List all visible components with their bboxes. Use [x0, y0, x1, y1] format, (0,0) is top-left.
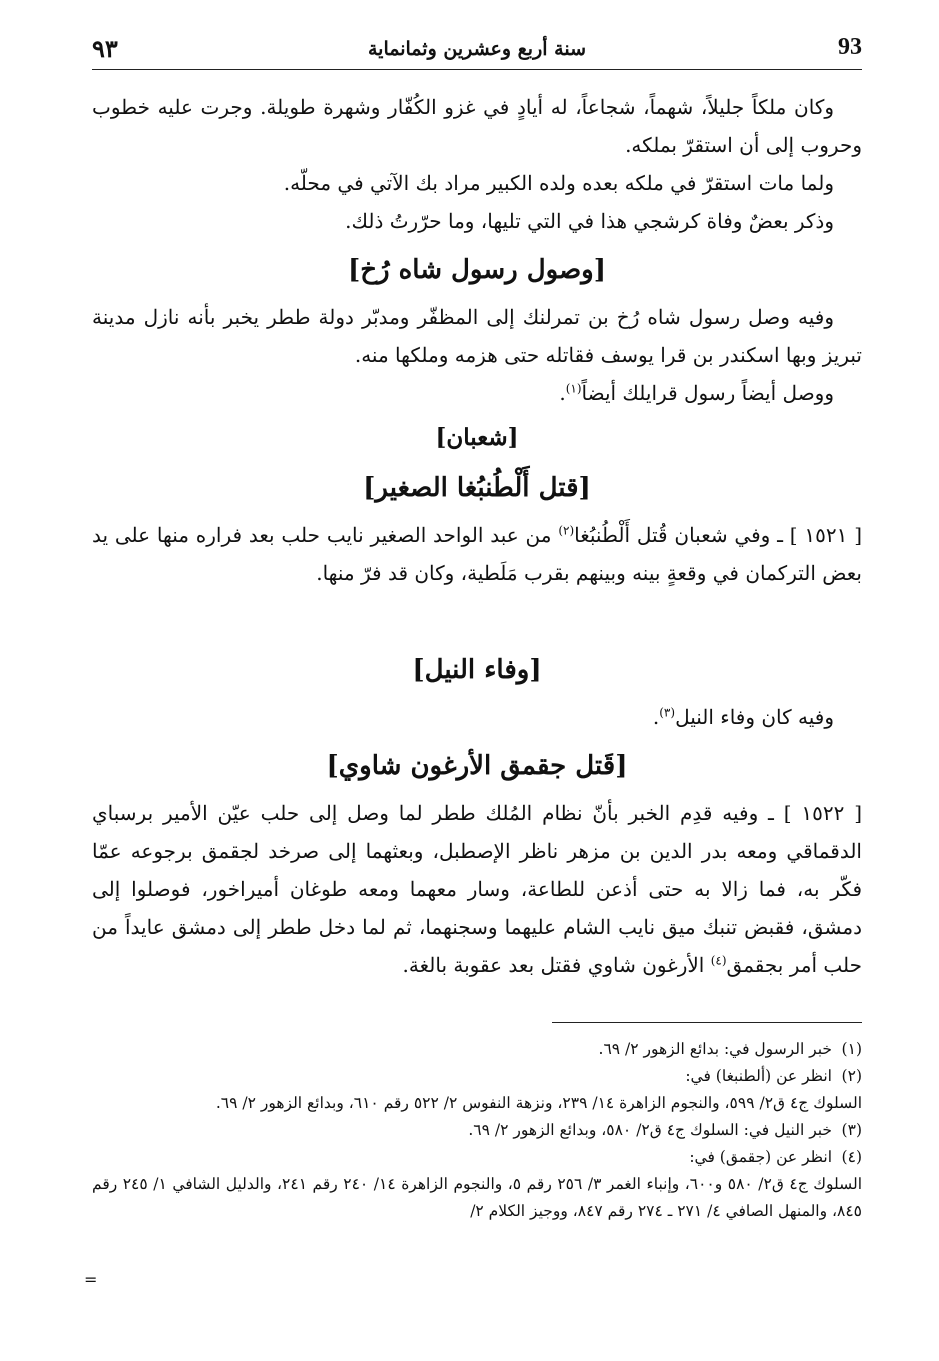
footnote-ref: (٤): [710, 953, 727, 968]
footnote-number: (٤): [841, 1148, 862, 1166]
paragraph: وفيه وصل رسول شاه رُخ بن تمرلنك إلى المظفّر ومدبّر دولة ططر يخبر بأنه نازل مدينة تبريز وبها اسكندر بن قرا يوسف فقاتله حتى هزمه وملكها منه.: [92, 305, 862, 367]
paragraph: [92, 516, 862, 592]
footnote-list: [92, 1036, 862, 1225]
footnote-number: (١): [841, 1040, 862, 1058]
footnote-text: خبر الرسول في: بدائع الزهور ٢/ ٦٩.: [598, 1040, 832, 1058]
paragraph-text: من عبد الواحد الصغير نايب حلب بعد فراره منها على يد بعض التركمان في وقعةٍ بينه وبينهم بقرب مَلَطية، وكان قد فرّ منها.: [92, 523, 862, 585]
page-number-arabic: ٩٣: [92, 34, 118, 63]
paragraph: [92, 794, 862, 984]
section-heading: [قَتل جقمق الأرغون شاوي]: [326, 751, 628, 781]
paragraph: وذكر بعضٌ وفاة كرشجي هذا في التي تليها، وما حرّرتُ ذلك.: [345, 209, 834, 233]
main-text: [92, 88, 862, 984]
footnote-number: (٢): [841, 1067, 862, 1085]
footnote: [92, 1117, 862, 1144]
footnote-text: خبر النيل في: السلوك ج٤ ق٢/ ٥٨٠، وبدائع الزهور ٢/ ٦٩.: [468, 1121, 832, 1139]
header-rule: [92, 69, 862, 70]
footnote-number: (٣): [841, 1121, 862, 1139]
footnote: [92, 1063, 862, 1090]
paragraph: ولما مات استقرّ في ملكه بعده ولده الكبير مراد بك الآتي في محلّه.: [283, 171, 834, 195]
footnote-ref: (١): [565, 381, 582, 396]
footnote-ref: (٣): [659, 705, 676, 720]
page-number-latin: 93: [838, 34, 862, 60]
paragraph: [92, 374, 862, 412]
section-heading: [وفاء النيل]: [412, 655, 542, 685]
month-heading: [شعبان]: [435, 424, 519, 451]
running-title: سنة أربع وعشرين وثمانماية: [367, 38, 586, 60]
paragraph-end: .: [652, 705, 660, 729]
footnote: [92, 1144, 862, 1171]
paragraph-text: [ ١٥٢٢ ] ـ وفيه قدِم الخبر بأنّ نظام المُلك ططر لما وصل إلى حلب عيّن الأمير برسباي الدقماقي ومعه بدر الدين بن مزهر ناظر الإصطبل، وبعثهما إلى صرخد لجقمق برجوعه عمّا فكّر به، فما زالا به حتى أذعن للطاعة، وسار معهما ومعه طوغان أميراخور، فوصلوا إلى دمشق، فقبض تنبك ميق نايب الشام عليهما وسجنهما، ثم لما دخل ططر إلى دمشق عايداً من حلب أمر بجقمق: [92, 801, 862, 977]
paragraph-text: وفيه كان وفاء النيل: [675, 705, 834, 729]
footnote-continuation: السلوك ج٤ ق٢/ ٥٩٩، والنجوم الزاهرة ١٤/ ٢٣٩، ونزهة النفوس ٢/ ٥٢٢ رقم ٦١٠، وبدائع الزهور ٢/ ٦٩.: [215, 1094, 862, 1112]
footnote-rule: [552, 1022, 862, 1023]
paragraph-text: ووصل أيضاً رسول قرايلك أيضاً: [581, 381, 834, 405]
footnote: [92, 1036, 862, 1063]
section-heading: [قتل أَلْطُنبُغا الصغير]: [363, 473, 591, 503]
section-heading: [وصول رسول شاه رُخ]: [347, 255, 607, 285]
continuation-mark: =: [84, 1270, 98, 1289]
page-header: [92, 30, 862, 70]
footnote-continuation: السلوك ج٤ ق٢/ ٥٨٠ و٦٠٠، وإنباء الغمر ٣/ ٢٥٦ رقم ٥، والنجوم الزاهرة ١٤/ ٢٤٠ رقم ٢٤١، والدليل الشافي ١/ ٢٤٥ رقم ٨٤٥، والمنهل الصافي ٤/ ٢٧١ ـ ٢٧٤ رقم ٨٤٧، ووجيز الكلام ٢/: [92, 1175, 863, 1220]
paragraph-text: [ ١٥٢١ ] ـ وفي شعبان قُتل أَلْطُنبُغا: [574, 523, 862, 547]
paragraph-end: .: [559, 381, 566, 405]
footnote-ref: (٢): [558, 523, 575, 538]
paragraph: [92, 698, 862, 736]
footnote-text: انظر عن (ألطنبغا) في:: [685, 1067, 832, 1085]
spacer: [92, 592, 862, 640]
paragraph-text: الأرغون شاوي فقتل بعد عقوبة بالغة.: [402, 953, 711, 977]
paragraph: وكان ملكاً جليلاً، شهماً، شجاعاً، له أيادٍ في غزو الكُفّار وشهرة طويلة. وجرت عليه خطوب وحروب إلى أن استقرّ بملكه.: [92, 95, 862, 157]
footnote-text: انظر عن (جقمق) في:: [689, 1148, 832, 1166]
